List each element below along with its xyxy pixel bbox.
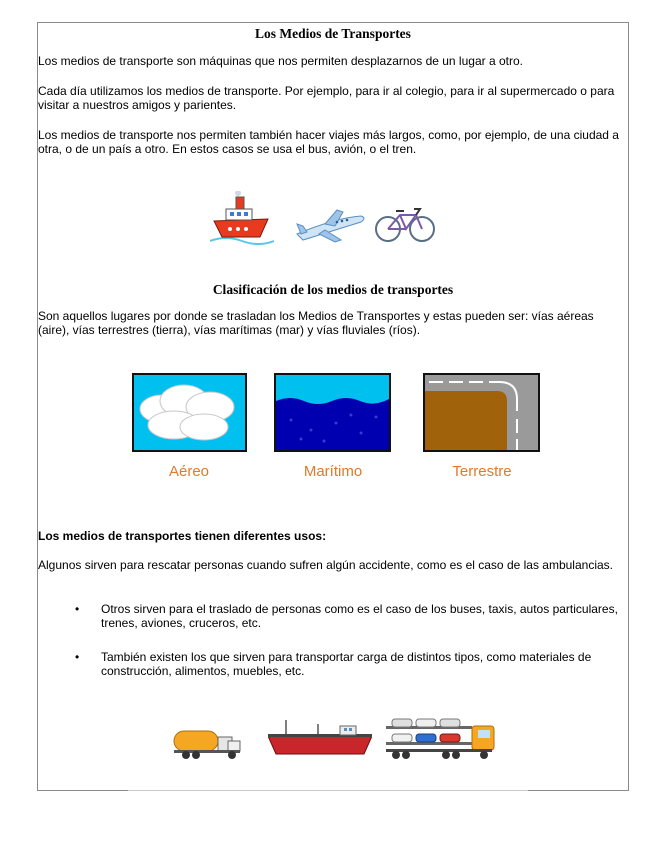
airplane-illustration bbox=[295, 208, 367, 246]
cloud-icon bbox=[134, 375, 245, 450]
boat-illustration bbox=[210, 191, 274, 245]
caption-air: Aéreo bbox=[168, 463, 210, 480]
sea-panel bbox=[274, 373, 391, 452]
page-title: Los Medios de Transportes bbox=[255, 26, 411, 41]
document-page bbox=[37, 22, 629, 791]
list-item: • También existen los que sirven para transportar carga de distintos tipos, como materiales de construcción, alimentos, muebles, etc. bbox=[78, 651, 623, 678]
caption-land: Terrestre bbox=[452, 463, 512, 480]
list-item: • Otros sirven para el traslado de personas como es el caso de los buses, taxis, autos particulares, trenes, aviones, cruceros, etc. bbox=[78, 603, 623, 630]
bicycle-illustration bbox=[374, 205, 436, 243]
paragraph-intro: Los medios de transporte son máquinas que nos permiten desplazarnos de un lugar a otro. bbox=[38, 54, 523, 68]
air-panel bbox=[132, 373, 247, 452]
cargo-ship-illustration bbox=[268, 718, 372, 758]
list-item-text: Otros sirven para el traslado de personas como es el caso de los buses, taxis, autos particulares, trenes, aviones, cruceros, etc. bbox=[101, 602, 618, 630]
caption-sea: Marítimo bbox=[303, 463, 363, 480]
page-divider bbox=[128, 790, 528, 791]
uses-heading: Los medios de transportes tienen diferentes usos: bbox=[38, 529, 327, 543]
classification-heading: Clasificación de los medios de transportes bbox=[212, 282, 454, 297]
waves-icon bbox=[276, 375, 389, 450]
list-item-text: También existen los que sirven para transportar carga de distintos tipos, como materiales de construcción, alimentos, muebles, etc. bbox=[101, 650, 592, 678]
paragraph-classification: Son aquellos lugares por donde se trasladan los Medios de Transportes y estas pueden ser: vías aéreas (aire), vías terrestres (tierra), vías marítimas (mar) y vías fluviales (ríos). bbox=[38, 309, 594, 337]
paragraph-rescue: Algunos sirven para rescatar personas cuando sufren algún accidente, como es el caso de las ambulancias. bbox=[38, 558, 613, 572]
paragraph-long-trips: Los medios de transporte nos permiten también hacer viajes más largos, como, por ejemplo, de una ciudad a otra, o de un país a otro. En estos casos se usa el bus, avión, o el tren. bbox=[38, 128, 619, 156]
land-panel bbox=[423, 373, 540, 452]
paragraph-daily-use: Cada día utilizamos los medios de transporte. Por ejemplo, para ir al colegio, para ir al supermercado o para visitar a nuestros amigos y parientes. bbox=[38, 84, 615, 112]
tanker-truck-illustration bbox=[172, 721, 244, 761]
car-carrier-truck-illustration bbox=[384, 716, 496, 762]
road-icon bbox=[425, 375, 538, 450]
